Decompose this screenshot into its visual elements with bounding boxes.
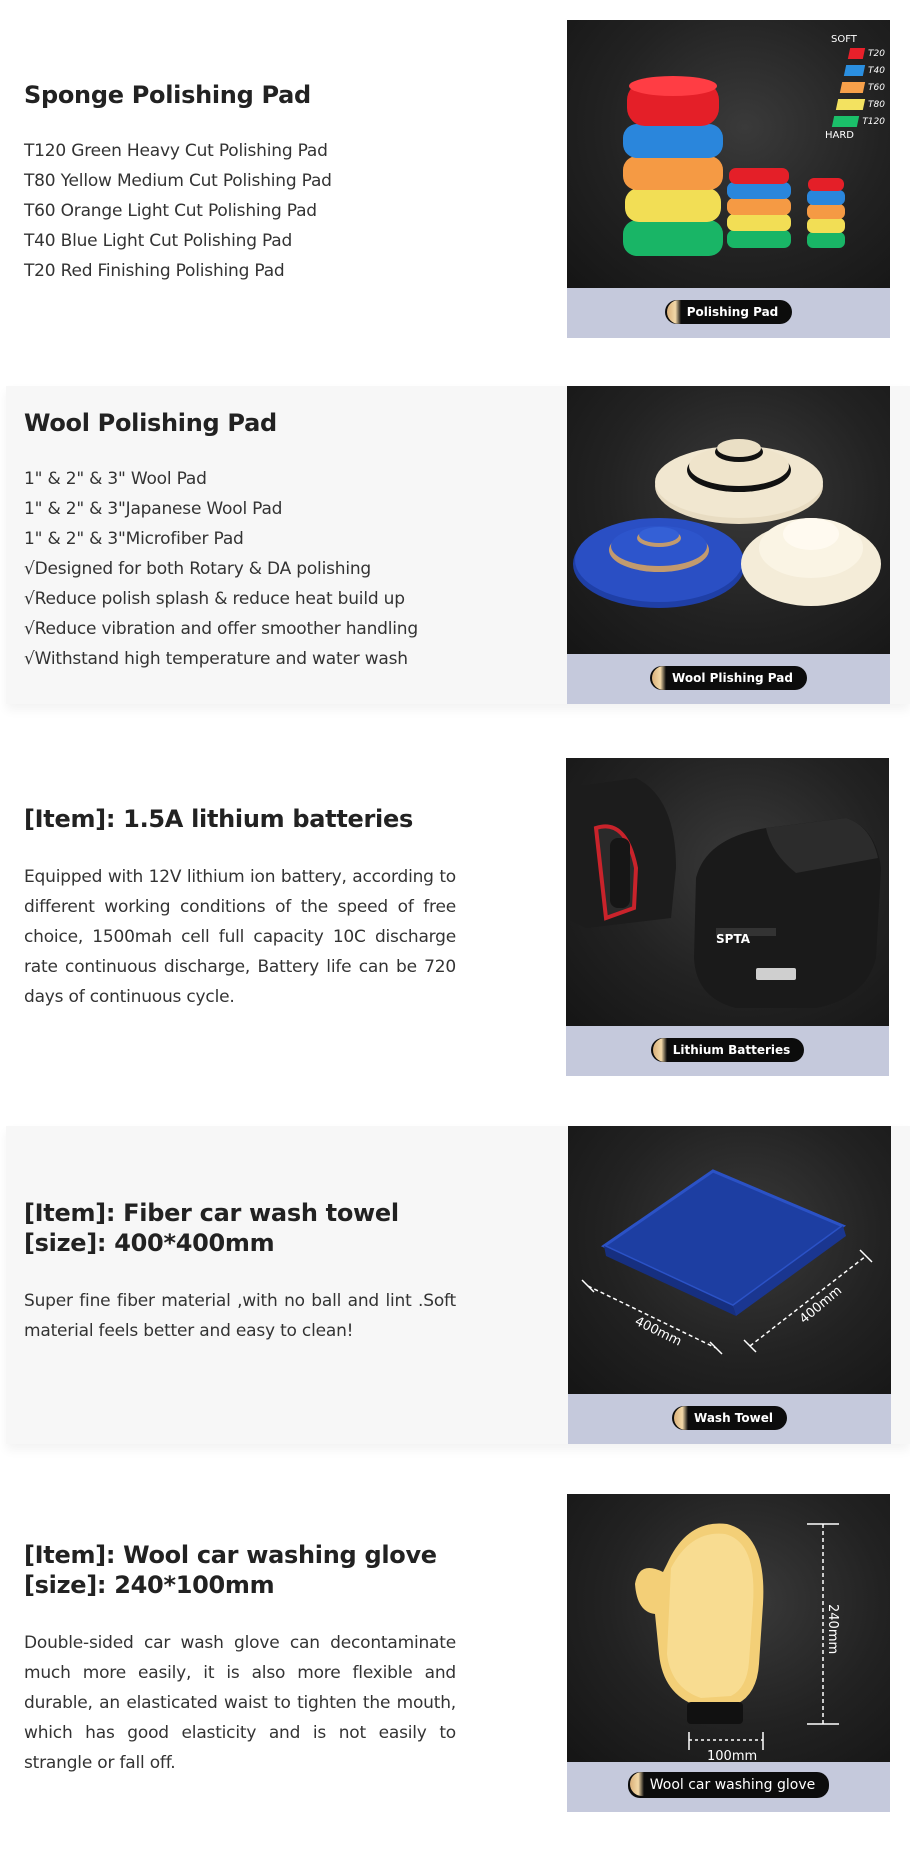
legend-swatch bbox=[840, 82, 865, 93]
product-image-card bbox=[567, 1494, 890, 1812]
image-caption bbox=[567, 1772, 890, 1798]
legend-code: T60 bbox=[868, 82, 885, 93]
list-item: √Withstand high temperature and water wash bbox=[24, 649, 408, 669]
title-line-size: [size]: 400*400mm bbox=[24, 1229, 275, 1257]
legend-code: T40 bbox=[868, 65, 885, 76]
legend-item bbox=[845, 62, 885, 79]
list-item: √Reduce polish splash & reduce heat build up bbox=[24, 589, 405, 609]
batteries-photo bbox=[566, 758, 889, 1026]
legend-item bbox=[849, 45, 885, 62]
image-label: Wash Towel bbox=[672, 1406, 787, 1430]
legend-item bbox=[837, 96, 885, 113]
image-label: Wool car washing glove bbox=[628, 1772, 830, 1798]
section-title bbox=[24, 1198, 456, 1258]
list-item: T120 Green Heavy Cut Polishing Pad bbox=[24, 141, 328, 161]
section-wool-pad bbox=[6, 386, 910, 704]
section-washing-glove bbox=[0, 1478, 910, 1850]
glove-dimension-height: 240mm bbox=[825, 1604, 840, 1655]
legend-item bbox=[841, 79, 885, 96]
legend-hard-label: HARD bbox=[825, 130, 855, 141]
legend-swatch bbox=[832, 116, 860, 127]
product-image-card bbox=[567, 386, 890, 704]
title-line-item: [Item]: Fiber car wash towel bbox=[24, 1199, 399, 1227]
towel-text bbox=[24, 1198, 456, 1346]
legend-code: T120 bbox=[862, 116, 885, 127]
sponge-pad-text bbox=[24, 80, 456, 286]
batteries-text bbox=[24, 804, 456, 1012]
list-item: √Designed for both Rotary & DA polishing bbox=[24, 559, 372, 579]
glove-dimension-width: 100mm bbox=[707, 1749, 758, 1762]
towel-dimension-width: 400mm bbox=[632, 1314, 684, 1350]
section-sponge-pad bbox=[0, 0, 910, 372]
title-line-item: [Item]: Wool car washing glove bbox=[24, 1541, 437, 1569]
legend-swatch bbox=[848, 48, 865, 59]
product-image-card bbox=[566, 758, 889, 1076]
section-title: Wool Polishing Pad bbox=[24, 409, 277, 437]
image-caption bbox=[567, 666, 890, 690]
list-item: √Reduce vibration and offer smoother handling bbox=[24, 619, 418, 639]
legend-soft-label: SOFT bbox=[831, 34, 857, 45]
section-wash-towel bbox=[6, 1126, 910, 1444]
legend-swatch bbox=[836, 99, 865, 110]
section-description: Equipped with 12V lithium ion battery, according to different working conditions of the speed of free choice, 1500mah cell full capacity 10C discharge rate continuous discharge, Battery life can be 720 days of continuous cycle. bbox=[24, 867, 456, 1007]
feature-list bbox=[24, 464, 456, 674]
list-item: 1" & 2" & 3" Wool Pad bbox=[24, 469, 207, 489]
hardness-legend bbox=[825, 34, 885, 141]
towel-photo bbox=[568, 1126, 891, 1394]
section-title: Sponge Polishing Pad bbox=[24, 81, 311, 109]
product-image-card bbox=[567, 20, 890, 338]
legend-code: T20 bbox=[868, 48, 885, 59]
list-item: T20 Red Finishing Polishing Pad bbox=[24, 261, 285, 281]
list-item: T60 Orange Light Cut Polishing Pad bbox=[24, 201, 317, 221]
glove-text bbox=[24, 1540, 456, 1778]
title-line-size: [size]: 240*100mm bbox=[24, 1571, 275, 1599]
feature-list bbox=[24, 136, 456, 286]
towel-dimension-length: 400mm bbox=[796, 1283, 845, 1328]
section-lithium-batteries bbox=[0, 740, 910, 1100]
legend-items bbox=[835, 45, 885, 130]
glove-photo bbox=[567, 1494, 890, 1762]
section-title: [Item]: 1.5A lithium batteries bbox=[24, 805, 413, 833]
list-item: 1" & 2" & 3"Japanese Wool Pad bbox=[24, 499, 283, 519]
image-label: Lithium Batteries bbox=[651, 1038, 805, 1062]
legend-item bbox=[833, 113, 885, 130]
image-label: Wool Plishing Pad bbox=[650, 666, 807, 690]
legend-code: T80 bbox=[868, 99, 885, 110]
battery-brand: SPTA bbox=[716, 932, 750, 946]
wool-pad-text bbox=[24, 408, 456, 674]
sponge-pads-photo bbox=[567, 20, 890, 288]
section-description: Super fine fiber material ,with no ball and lint .Soft material feels better and easy to clean! bbox=[24, 1291, 456, 1341]
list-item: T80 Yellow Medium Cut Polishing Pad bbox=[24, 171, 332, 191]
image-caption bbox=[566, 1038, 889, 1062]
section-description: Double-sided car wash glove can decontaminate much more easily, it is also more flexible and durable, an elasticated waist to tighten the mouth, which has good elasticity and is not easily to strangle or fall off. bbox=[24, 1633, 456, 1773]
image-caption bbox=[568, 1406, 891, 1430]
legend-swatch bbox=[844, 65, 865, 76]
section-title bbox=[24, 1540, 456, 1600]
image-caption bbox=[567, 300, 890, 324]
product-image-card bbox=[568, 1126, 891, 1444]
list-item: T40 Blue Light Cut Polishing Pad bbox=[24, 231, 293, 251]
list-item: 1" & 2" & 3"Microfiber Pad bbox=[24, 529, 244, 549]
image-label: Polishing Pad bbox=[665, 300, 793, 324]
wool-pads-photo bbox=[567, 386, 890, 654]
